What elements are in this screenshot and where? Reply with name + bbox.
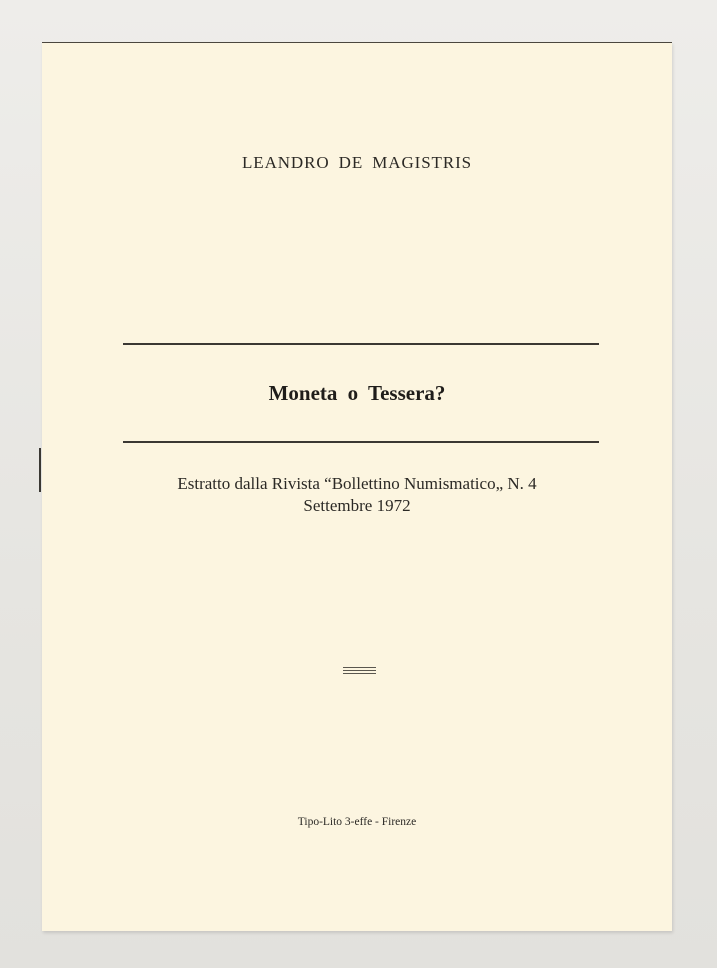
author-name: LEANDRO DE MAGISTRIS <box>242 153 472 172</box>
staple-mark <box>39 448 41 492</box>
divider-ornament <box>343 667 376 675</box>
printer-imprint: Tipo-Lito 3-effe - Firenze <box>297 816 417 828</box>
extract-date-line: Settembre 1972 <box>303 496 411 515</box>
title-rule-bottom <box>123 441 599 443</box>
document-title: Moneta o Tessera? <box>268 381 446 405</box>
booklet-cover <box>42 42 672 931</box>
extract-note <box>42 473 672 517</box>
extract-source-line: Estratto dalla Rivista “Bollettino Numismatico„ N. 4 <box>177 474 537 493</box>
title-rule-top <box>123 343 599 345</box>
